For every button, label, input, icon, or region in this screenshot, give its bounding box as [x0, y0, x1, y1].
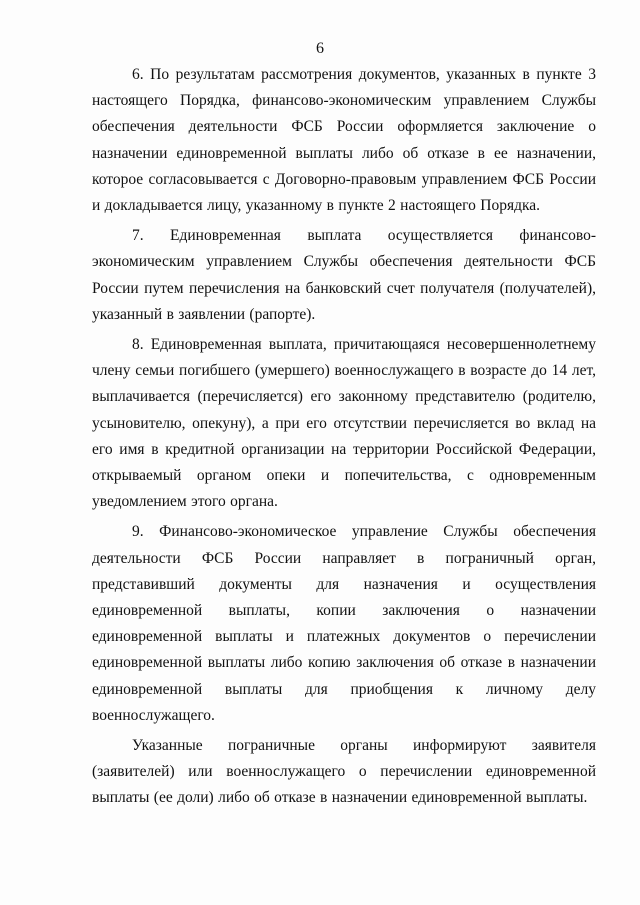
page-number: 6 [316, 40, 324, 57]
paragraph-7: 7. Единовременная выплата осуществляется финансово-экономическим управлением Службы обеспечения деятельности ФСБ России путем перечисления на банковский счет получателя (получателей), указанный в заявлении (рапорте). [92, 227, 596, 323]
paragraph-border-authorities: Указанные пограничные органы информируют заявителя (заявителей) или военнослужащего о перечислении единовременной выплаты (ее доли) либо об отказе в назначении единовременной выплаты. [92, 737, 596, 807]
paragraph-6: 6. По результатам рассмотрения документов, указанных в пункте 3 настоящего Порядка, финансово-экономическим управлением Службы обеспечения деятельности ФСБ России оформляется заключение о назначении единовременной выплаты либо об отказе в ее назначении, которое согласовывается с Договорно-правовым управлением ФСБ России и докладывается лицу, указанному в пункте 2 настоящего Порядка. [92, 66, 596, 215]
paragraph-9: 9. Финансово-экономическое управление Службы обеспечения деятельности ФСБ России направляет в пограничный орган, представивший документы для назначения и осуществления единовременной выплаты, копии заключения о назначении единовременной выплаты и платежных документов о перечислении единовременной выплаты либо копию заключения об отказе в назначении единовременной выплаты для приобщения к личному делу военнослужащего. [92, 523, 596, 724]
document-body [92, 62, 596, 816]
paragraph-8: 8. Единовременная выплата, причитающаяся несовершеннолетнему члену семьи погибшего (умершего) военнослужащего в возрасте до 14 лет, выплачивается (перечисляется) его законному представителю (родителю, усыновителю, опекуну), а при его отсутствии перечисляется во вклад на его имя в кредитной организации на территории Российской Федерации, открываемый органом опеки и попечительства, с одновременным уведомлением этого органа. [92, 336, 596, 511]
